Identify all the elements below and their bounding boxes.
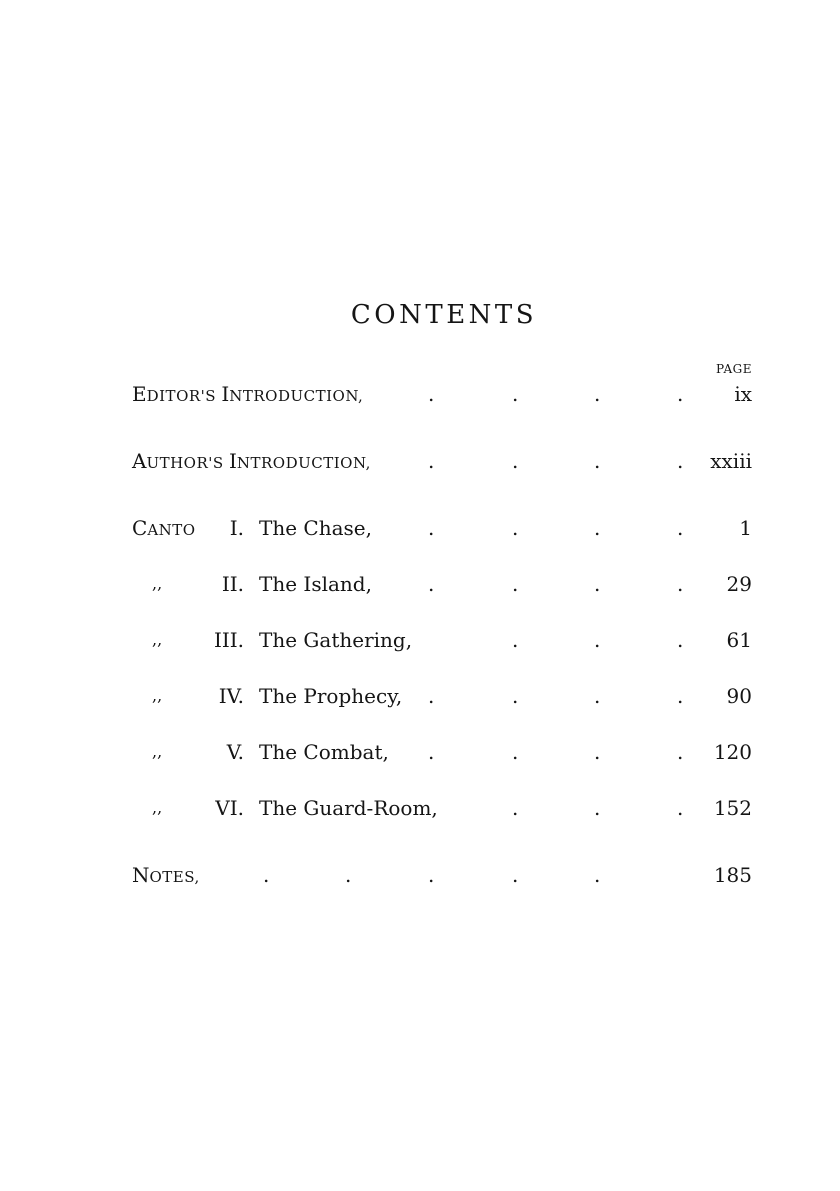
canto-numeral: IV. (218, 684, 244, 708)
leader-dot: . (512, 516, 519, 540)
leader-dot: . (594, 684, 601, 708)
canto-page-number: 29 (726, 572, 752, 596)
notes-page-number: 185 (713, 863, 752, 887)
leader-dot: . (263, 863, 270, 887)
leader-dot: . (594, 740, 601, 764)
leader-dot: . (428, 740, 435, 764)
canto-page-number: 61 (726, 628, 752, 652)
canto-word: CANTO (132, 516, 196, 540)
leader-dot: . (512, 382, 519, 406)
leader-dot: . (677, 382, 684, 406)
leader-dot: . (428, 684, 435, 708)
leader-dot: . (512, 572, 519, 596)
canto-numeral: II. (221, 572, 244, 596)
canto-numeral: III. (213, 628, 244, 652)
leader-dot: . (677, 796, 684, 820)
leader-dot: . (677, 740, 684, 764)
toc-entry-canto-1 (0, 513, 840, 543)
leader-dot: . (594, 796, 601, 820)
leader-dot: . (594, 572, 601, 596)
leader-dot: . (594, 863, 601, 887)
leader-dot: . (428, 572, 435, 596)
toc-entry-canto-6 (0, 793, 840, 823)
leader-dot: . (677, 449, 684, 473)
ditto-mark: ,, (152, 742, 163, 761)
ditto-mark: ,, (152, 574, 163, 593)
toc-entry-notes (0, 860, 840, 890)
leader-dot: . (512, 740, 519, 764)
entry-label: EDITOR'S INTRODUCTION, (132, 382, 364, 406)
page-column-label: PAGE (716, 362, 752, 376)
leader-dot: . (512, 449, 519, 473)
canto-numeral: V. (226, 740, 244, 764)
leader-dot: . (428, 863, 435, 887)
entry-page-number: xxiii (710, 449, 752, 473)
entry-label: AUTHOR'S INTRODUCTION, (132, 449, 371, 473)
leader-dot: . (428, 516, 435, 540)
canto-title: The Island, (259, 572, 372, 596)
leader-dot: . (512, 684, 519, 708)
leader-dot: . (677, 684, 684, 708)
canto-page-number: 1 (739, 516, 752, 540)
page-title: CONTENTS (350, 300, 538, 330)
toc-entry-authors-introduction (0, 446, 840, 476)
entry-label: NOTES, (132, 863, 200, 887)
canto-page-number: 90 (726, 684, 752, 708)
leader-dot: . (594, 382, 601, 406)
leader-dot: . (428, 382, 435, 406)
canto-numeral: VI. (215, 796, 244, 820)
leader-dot: . (512, 863, 519, 887)
toc-entry-editors-introduction (0, 379, 840, 409)
canto-title: The Prophecy, (259, 684, 403, 708)
leader-dot: . (428, 449, 435, 473)
canto-title: The Guard-Room, (259, 796, 438, 820)
ditto-mark: ,, (152, 630, 163, 649)
canto-numeral: I. (229, 516, 244, 540)
toc-entry-canto-4 (0, 681, 840, 711)
leader-dot: . (345, 863, 352, 887)
leader-dot: . (594, 516, 601, 540)
canto-title: The Chase, (259, 516, 372, 540)
canto-title: The Combat, (259, 740, 389, 764)
toc-entry-canto-5 (0, 737, 840, 767)
leader-dot: . (512, 628, 519, 652)
leader-dot: . (677, 516, 684, 540)
toc-entry-canto-2 (0, 569, 840, 599)
leader-dot: . (512, 796, 519, 820)
toc-entry-canto-3 (0, 625, 840, 655)
leader-dot: . (594, 628, 601, 652)
leader-dot: . (594, 449, 601, 473)
leader-dot: . (677, 572, 684, 596)
ditto-mark: ,, (152, 798, 163, 817)
canto-page-number: 152 (713, 796, 752, 820)
leader-dot: . (677, 628, 684, 652)
entry-page-number: ix (734, 382, 752, 406)
canto-title: The Gathering, (259, 628, 413, 652)
canto-page-number: 120 (713, 740, 752, 764)
ditto-mark: ,, (152, 686, 163, 705)
